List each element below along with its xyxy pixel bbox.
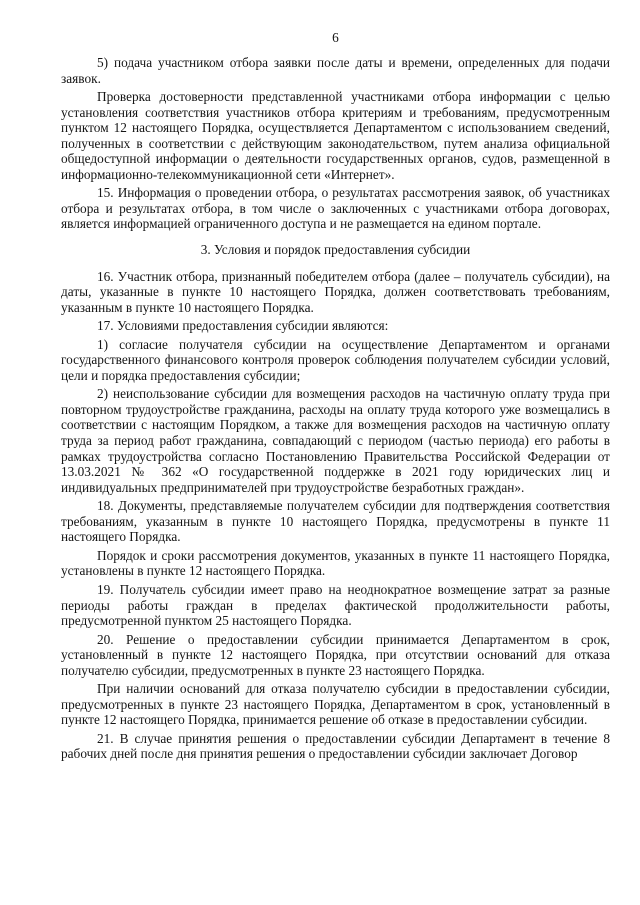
paragraph-18-terms: Порядок и сроки рассмотрения документов, указанных в пункте 11 настоящего Порядка, установлены в пункте 12 настоящего Порядка. bbox=[61, 547, 610, 579]
section-heading: 3. Условия и порядок предоставления субсидии bbox=[200, 242, 471, 258]
paragraph-17: 17. Условиями предоставления субсидии являются: bbox=[97, 318, 389, 334]
paragraph-17-item-1: 1) согласие получателя субсидии на осуществление Департаментом и органами государственного финансового контроля проверок соблюдения получателем субсидии условий, цели и порядка предоставления субсидии; bbox=[61, 336, 610, 383]
paragraph-item-5: 5) подача участником отбора заявки после даты и времени, определенных для подачи заявок. bbox=[61, 55, 610, 86]
paragraph-18: 18. Документы, представляемые получателем субсидии для подтверждения соответствия требованиям, указанным в пункте 10 настоящего Порядка, предусмотрены в пункте 11 настоящего Порядка. bbox=[61, 498, 610, 545]
paragraph-21: 21. В случае принятия решения о предоставлении субсидии Департамент в течение 8 рабочих дней после дня принятия решения о предоставлении субсидии заключает Договор bbox=[61, 730, 610, 762]
paragraph-15: 15. Информация о проведении отбора, о результатах рассмотрения заявок, об участниках отбора и результатах отбора, в том числе о заключенных с участниками отбора договорах, является информацией ограниченного доступа и не размещается на едином портале. bbox=[61, 185, 610, 232]
paragraph-20: 20. Решение о предоставлении субсидии принимается Департаментом в срок, установленный в пункте 12 настоящего Порядка, при отсутствии оснований для отказа получателю субсидии, предусмотренных в пункте 23 настоящего Порядка. bbox=[61, 631, 610, 678]
paragraph-16: 16. Участник отбора, признанный победителем отбора (далее – получатель субсидии), на даты, указанные в пункте 10 настоящего Порядка, должен соответствовать требованиям, указанным в пункте 10 настоящего Порядка. bbox=[61, 268, 610, 315]
paragraph-19: 19. Получатель субсидии имеет право на неоднократное возмещение затрат за разные периоды работы граждан в пределах фактической продолжительности работы, предусмотренной пунктом 25 настоящего Порядка. bbox=[61, 581, 610, 629]
page-number: 6 bbox=[332, 30, 339, 45]
paragraph-verification: Проверка достоверности представленной участниками отбора информации с целью установления соответствия участников отбора критериям и требованиям, предусмотренным пунктом 12 настоящего Порядка, осуществляется Департаментом с использованием сведений, полученных в соответствии с действующим законодательством, путем анализа официальной общедоступной информации о деятельности государственных органов, судов, размещенной в информационно-телекоммуникационной сети «Интернет». bbox=[61, 89, 610, 182]
paragraph-17-item-2: 2) неиспользование субсидии для возмещения расходов на частичную оплату труда при повторном трудоустройстве гражданина, расходы на оплату труда которого уже возмещались в соответствии с настоящим Порядком, а также для возмещения расходов на частичную оплату труда за период работ гражданина, совпадающий с периодом (частью периода) его работы в рамках трудоустройства согласно Постановлению Правительства Российской Федерации от 13.03.2021 № 362 «О государственной поддержке в 2021 году юридических лиц и индивидуальных предпринимателей при трудоустройстве безработных граждан». bbox=[61, 386, 610, 495]
paragraph-20-refusal: При наличии оснований для отказа получателю субсидии в предоставлении субсидии, предусмотренных в пункте 23 настоящего Порядка, Департаментом в срок, установленный в пункте 12 настоящего Порядка, принимается решение об отказе в предоставлении субсидии. bbox=[61, 681, 610, 728]
